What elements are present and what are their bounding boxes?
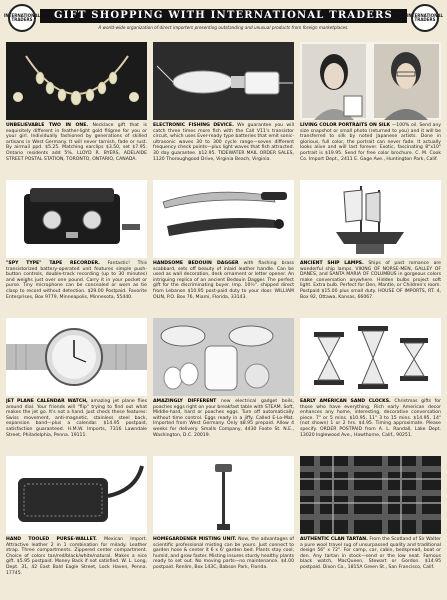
sand-clocks-photo — [300, 318, 441, 396]
ad-copy — [153, 261, 294, 300]
seal-text: INTERNATIONAL TRADERS — [3, 12, 41, 22]
ad-copy — [153, 399, 294, 438]
purse-wallet-photo — [6, 456, 147, 534]
ad-fishing-device — [153, 42, 294, 178]
page-header — [3, 4, 444, 42]
ad-grid — [6, 42, 441, 592]
ad-title: EARLY AMERICAN SAND CLOCKS. — [300, 399, 391, 404]
ad-body: From the Scotland of Sir Walter a pure wool travel rug of unsurpassed quality and traditional design 56" x 72". For camp, car, cabin, bedspread, boat or den. Any tartan in stock—send or the low neat. Famous black watch, MacQueen, Stewart or Gordon. $14.95 postpaid. Dixon Co., 1815A Green St., San Francisco, Calif. — [300, 537, 441, 570]
ad-title: UNBELIEVABLE TWO IN ONE. — [6, 123, 89, 128]
international-traders-seal — [3, 4, 41, 32]
ad-body: with flashing brass scabbard, sets off beauty of inlaid leather handle. Can be used as wall decoration, desk ornament or letter opener. An intriguing replica of an ancient Bedouin Dagger. The perfect gift for the discriminating buyer. Imp. 10½". shipped direct from Lebanon $10.95 post-paid duty to your door. WILLIAM OLIN, P.O. Box 76, Miami, Florida, 33143. — [153, 261, 294, 300]
ad-copy — [300, 123, 441, 162]
ad-purse-wallet — [6, 456, 147, 592]
ad-body: Necklace gift that is exquisitely different in feather-light gold filigree for you or your girl. Individually fashioned by generations of skilled artisans in West Germany. It will never tarnish, fade or rust. By airmail ppd. $5.25. Matching earclips $3.50, set $7.95. Ontario residents add 5%. LLOYD R. BYERS, ADELAIDE STREET POSTAL STATION, TORONTO, ONTARIO, CANADA. — [6, 123, 147, 162]
ad-copy — [300, 399, 441, 438]
ad-ship-lamps — [300, 180, 441, 316]
ad-clan-tartan — [300, 456, 441, 592]
international-traders-seal — [406, 4, 444, 32]
misting-unit-photo — [153, 456, 294, 534]
ad-body: Now, the advantages of scientific professional misting can be yours. Just connect to garden hose & center it 6 x 6' garden bed. Plants stay cool, humid, and grow faster. Misting insures sturdy healthy plants ready to set out. No moving parts—no maintenance. $4.00 postpaid. Renlim, Box 143C, Babson Park, Florida. — [153, 537, 294, 570]
ad-body: We guarantee you will catch three times more fish with the Call V11's transistor circuit, which uses Ever-ready type batteries that emit sonic-ultrasonic waves 30 to 300 cycle range—seven different frequency check points—plus light waves that fish attracted. 30 day guarantee. $12.95. TIDEWATER MAIL ORDER SALES, 1120 Thoroughgood Drive, Virginia Beach, Virginia. — [153, 123, 294, 162]
bedouin-dagger-photo — [153, 180, 294, 258]
ad-title: AMAZINGLY DIFFERENT — [153, 399, 217, 404]
ad-necklace — [6, 42, 147, 178]
tape-recorder-photo — [6, 180, 147, 258]
ad-body: Ships of past romance are wonderful ship lamps. VIKING OF NORSE-MEN, GALLEY OF DANES, and SANTA MARIA OF COLUMBUS in gorgeous colors make conversation anywhere. Hidden bulbs project soft light. Extra bulb. Perfect for Den, Mantle, or Children's room. Postpaid $15.00 plus small duty. HOUSE OF IMPORTS, RT. 4, Box 92, Ottawa, Kansas, 66067. — [300, 261, 441, 300]
page-tagline: A world-wide organization of direct importers presenting outstanding and unusual products from foreign marketplaces. — [98, 25, 349, 30]
ad-tape-recorder — [6, 180, 147, 316]
ad-body: Fantastic! This transistorized battery-operated unit features simple push-button controls, double-track recording (up to 30 minutes) and weighs just over one pound. Carry it in your pocket or purse. Tiny microphone can be concealed or worn as tie clasp to record without detection. $29.00 Postpaid. Favorite Enterprises, Box 9779, Minneapolis, Minnesota, 55440. — [6, 261, 147, 300]
ad-copy — [153, 123, 294, 162]
ad-body: new electrical gadget boils, poaches eggs right on your breakfast table with STEAM. Soft, Middle-hard, hard or poaches eggs. Turn off automatically without time control. Eggs ready in a jiffy. Called E-Lo-Mat. Imported from West Germany. Only $8.95 prepaid. Allow 4 weeks for delivery. Smalls Company, 4430 Foote St. N.E., Washington, D.C. 20019. — [153, 399, 294, 438]
ad-title: ELECTRONIC FISHING DEVICE. — [153, 123, 234, 128]
ad-title: HAND TOOLED PURSE-WALLET. — [6, 537, 97, 542]
ad-title: AUTHENTIC CLAN TARTAN. — [300, 537, 368, 542]
ad-copy — [300, 261, 441, 300]
fishing-device-photo — [153, 42, 294, 120]
ad-copy — [153, 537, 294, 571]
ad-body: Christmas gifts for those who have everything. Rich early American decor enhances any home, interesting, decorative conversation piece. 7" or 5 mins. $10.95, 11" 3 to 15 mins. $14.95, 14" (not shown) 1 or 2 hrs. $4.95. Timing approximate. Please specify. ORDER POSTPAID from A. L. Randall, Lake Dept. 13020 Inglewood Ave., Hawthorne, Calif., 90251. — [300, 399, 441, 438]
ad-bedouin-dagger — [153, 180, 294, 316]
ad-body: —100% oil. Send any size snapshot or small photo (returned to you) and it will be transferred to silk by noted Japanese artists. Done in glorious, full color, the portrait can never fade. It actually looks alive and will last forever. Exotic, fascinating 8"x10" portrait is $19.95. Send for free color brochure. C. M. Cook Co. Import Dept., 2411 E. Gage Ave., Huntington Park, Calif. — [300, 123, 441, 162]
ship-lamps-photo — [300, 180, 441, 258]
ad-copy — [6, 537, 147, 576]
ad-copy — [300, 537, 441, 571]
page-title: GIFT SHOPPING WITH INTERNATIONAL TRADERS — [40, 9, 407, 23]
ad-title: LIVING COLOR PORTRAITS ON SILK — [300, 123, 391, 128]
ad-calendar-watch — [6, 318, 147, 454]
ad-egg-steamer — [153, 318, 294, 454]
ad-misting-unit — [153, 456, 294, 592]
ad-silk-portraits — [300, 42, 441, 178]
ad-sand-clocks — [300, 318, 441, 454]
ad-copy — [6, 261, 147, 300]
ad-copy — [6, 123, 147, 162]
calendar-watch-photo — [6, 318, 147, 396]
silk-portraits-photo — [300, 42, 441, 120]
ad-body: amazing jet plane flies around dial. Your friends will "flip" trying to find out what makes the jet go. It's not a hand. Just check these features: Swiss movement, anti-magnetic, stainless steel back, expansion band—plus a calendar. $14.95 postpaid, satisfaction guaranteed. H.M.W. Imports, 7316 Lawndale Street, Philadelphia, Penna. 19111. — [6, 399, 147, 438]
ad-title: ANCIENT SHIP LAMPS. — [300, 261, 364, 266]
ad-title: HOMEGARDENER MISTING UNIT. — [153, 537, 237, 542]
egg-steamer-photo — [153, 318, 294, 396]
ad-title: "SPY TYPE" TAPE RECORDER. — [6, 261, 100, 266]
ad-title: HANDSOME BEDOUIN DAGGER — [153, 261, 239, 266]
ad-copy — [6, 399, 147, 438]
seal-text: INTERNATIONAL TRADERS — [406, 12, 444, 22]
ad-title: JET PLANE CALENDAR WATCH, — [6, 399, 88, 404]
necklace-photo — [6, 42, 147, 120]
clan-tartan-photo — [300, 456, 441, 534]
ad-body: Mexican Import. Attractive leather 2 in 1 combination for milady. Leather strap. Three compartments. Zippered center compartment. Choice of colors tan/red/black/white/natural. Makes a nice gift. $5.95 postpaid. Money Back if not satisfied. W. L. Long, Dept. 31, 42 East Bald Eagle Street, Lock Haven, Penna. 17745. — [6, 537, 147, 576]
